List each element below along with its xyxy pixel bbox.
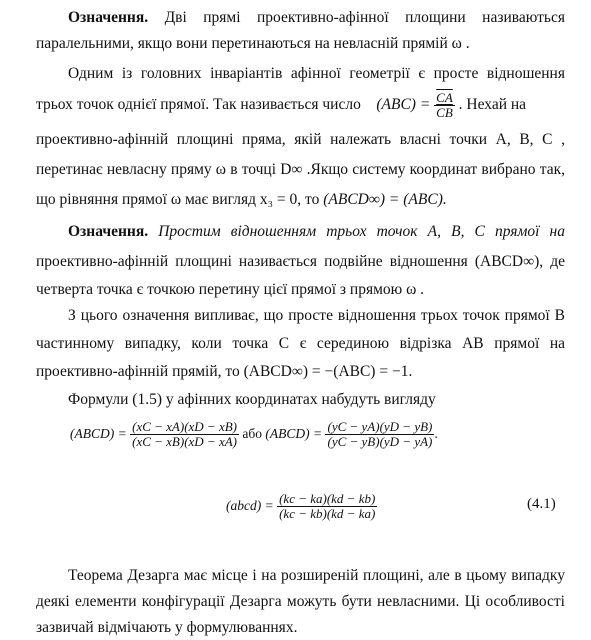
definition-2-text: Простим відношенням трьох точок A, B, C прямої на bbox=[158, 223, 565, 240]
paragraph-2-line-5-text: що рівняння прямої ω має вигляд x₃ = 0, то bbox=[36, 191, 320, 208]
paragraph-2-line-2 bbox=[36, 86, 565, 124]
cross-ratio-end: . bbox=[434, 426, 438, 441]
cross-ratio-x-fraction bbox=[130, 420, 239, 449]
paragraph-2-line-2-text: трьох точок однієї прямої. Так називається число bbox=[36, 96, 361, 113]
paragraph-5-line-2: деякі елементи конфігурації Дезарга можуть бути невласними. Ці особливості bbox=[36, 593, 565, 610]
definition-2-label: Означення. bbox=[68, 223, 149, 240]
simple-ratio-lhs: (ABC) = bbox=[376, 96, 431, 113]
definition-1-line-1 bbox=[68, 8, 565, 28]
simple-ratio-numerator: $\overline{CA}$ bbox=[436, 89, 453, 105]
or-word: або bbox=[242, 426, 262, 441]
cross-ratio-x-numerator: (xC − xA)(xD − xB) bbox=[132, 419, 237, 435]
cross-ratio-x-denominator: (xC − xB)(xD − xA) bbox=[132, 434, 237, 450]
definition-1-label: Означення. bbox=[68, 9, 149, 26]
paragraph-2-line-2-end: . Нехай на bbox=[458, 96, 527, 113]
equation-4-1-numerator: (kc − ka)(kd − kb) bbox=[279, 491, 376, 507]
cross-ratio-x-lhs: (ABCD) = bbox=[70, 426, 127, 441]
paragraph-3-line-3: проективно-афінній прямій, то (ABCD∞) = −(ABC) = −1. bbox=[36, 363, 413, 380]
paragraph-2-line-5-formula: (ABCD∞) = (ABC). bbox=[323, 191, 447, 208]
definition-2-line-2: проективно-афінній площині називається подвійне відношення (ABCD∞), де bbox=[36, 253, 565, 270]
paragraph-5-line-1: Теорема Дезарга має місце і на розширеній площині, але в цьому випадку bbox=[68, 567, 565, 584]
paragraph-2-line-5 bbox=[36, 190, 565, 210]
equation-4-1-fraction bbox=[277, 492, 377, 521]
cross-ratio-y-denominator: (yC − yB)(yD − yA) bbox=[327, 434, 433, 450]
paragraph-3-line-1: З цього означення випливає, що просте відношення трьох точок прямої В bbox=[68, 307, 565, 324]
cross-ratio-y-fraction bbox=[325, 420, 434, 449]
paragraph-3-line-2: частинному випадку, коли точка C є серединою відрізка AB прямої на bbox=[36, 335, 565, 352]
equation-4-1-lhs: (abcd) = bbox=[226, 498, 274, 513]
simple-ratio-fraction bbox=[434, 91, 455, 120]
cross-ratio-y-lhs: (ABCD) = bbox=[265, 426, 323, 441]
paragraph-2-line-3: проективно-афінній площині пряма, якій належать власні точки A, B, C , bbox=[36, 131, 565, 148]
equation-4-1 bbox=[226, 486, 377, 526]
cross-ratio-y-numerator: (yC − yA)(yD − yB) bbox=[327, 419, 433, 435]
paragraph-4-line-1: Формули (1.5) у афінних координатах набудуть вигляду bbox=[68, 391, 436, 408]
paragraph-2-line-1: Одним із головних інваріантів афінної геометрії є просте відношення bbox=[68, 65, 565, 82]
definition-2-line-1 bbox=[68, 222, 565, 242]
definition-1-text: Дві прямі проективно-афінної площини називаються bbox=[164, 9, 565, 26]
paragraph-2-line-4: перетинає невласну пряму ω в точці D∞ .Якщо систему координат вибрано так, bbox=[36, 161, 565, 178]
paragraph-5-line-3: зазвичай відмічають у формулюваннях. bbox=[36, 619, 298, 636]
equation-4-1-denominator: (kc − kb)(kd − ka) bbox=[279, 506, 376, 522]
equation-number: (4.1) bbox=[527, 496, 556, 512]
definition-2-line-3: четверта точка є точкою перетину цієї прямої з прямою ω . bbox=[36, 281, 425, 298]
definition-1-line-2: паралельними, якщо вони перетинаються на невласній прямій ω . bbox=[36, 35, 470, 52]
simple-ratio-denominator: CB bbox=[436, 104, 453, 120]
cross-ratio-formulas bbox=[70, 414, 438, 454]
